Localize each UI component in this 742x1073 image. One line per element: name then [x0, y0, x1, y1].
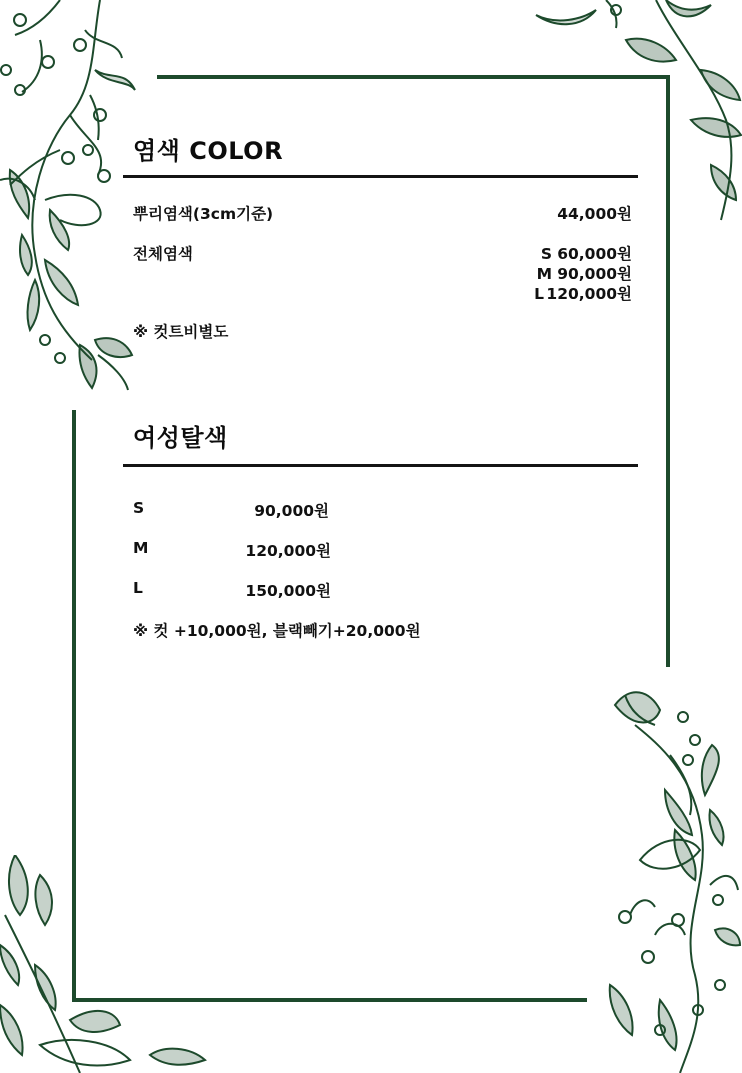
- bleach-section-title: 여성탈색: [133, 424, 228, 452]
- full-dye-tier-row: [534, 282, 632, 304]
- bleach-size: M: [133, 539, 149, 557]
- full-dye-size: L: [534, 285, 544, 303]
- full-dye-price: 90,000원: [557, 265, 632, 283]
- bleach-size: L: [133, 579, 143, 597]
- bleach-section-rule: [123, 464, 638, 467]
- full-dye-size: S: [540, 245, 552, 263]
- leaf-branch-bottom-right-icon: [600, 685, 742, 1073]
- full-dye-label: 전체염색: [133, 245, 193, 263]
- leaf-branch-top-left-icon: [0, 0, 150, 395]
- bleach-price: 90,000원: [254, 502, 329, 520]
- color-section-title: 염색 COLOR: [133, 137, 284, 165]
- root-dye-price: 44,000원: [557, 205, 632, 223]
- leaf-branch-bottom-left-icon: [0, 855, 215, 1073]
- leaf-branch-top-right-icon: [526, 0, 742, 225]
- full-dye-price: 120,000원: [546, 285, 632, 303]
- full-dye-price: 60,000원: [557, 245, 632, 263]
- bleach-price: 150,000원: [245, 582, 331, 600]
- full-dye-size: M: [536, 265, 552, 283]
- bleach-size: S: [133, 499, 145, 517]
- bleach-price: 120,000원: [245, 542, 331, 560]
- color-note: ※ 컷트비별도: [133, 323, 229, 341]
- color-section-rule: [123, 175, 638, 178]
- root-dye-label: 뿌리염색(3cm기준): [133, 205, 274, 223]
- full-dye-tier-row: [541, 242, 632, 264]
- bleach-note: ※ 컷 +10,000원, 블랙빼기+20,000원: [133, 622, 421, 640]
- full-dye-tier-row: [537, 262, 632, 284]
